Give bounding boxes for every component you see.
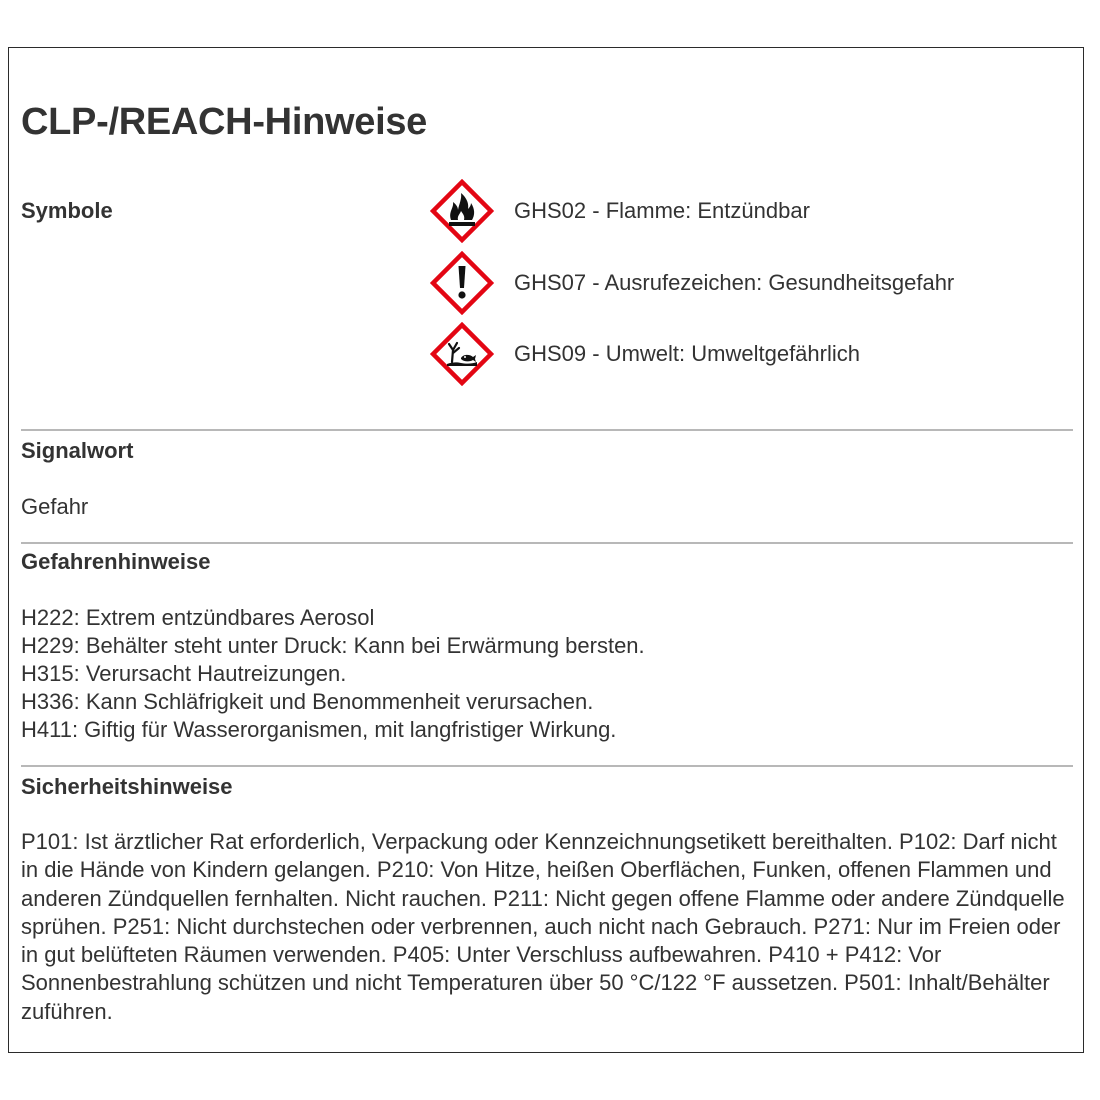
signal-word-label: Signalwort [21,438,134,463]
precautionary-statements-label: Sicherheitshinweise [21,774,233,799]
flame-icon [430,179,494,243]
signal-word-value: Gefahr [21,494,89,519]
symbol-row-ghs07 [430,250,954,316]
divider [21,429,1073,431]
hazard-statement: H411: Giftig für Wasserorganismen, mit langfristiger Wirkung. [21,717,617,742]
page-title: CLP-/REACH-Hinweise [21,101,428,143]
environment-icon [430,322,494,386]
hazard-statement: H222: Extrem entzündbares Aerosol [21,605,375,630]
hazard-statement: H315: Verursacht Hautreizungen. [21,661,347,686]
hazard-statement: H336: Kann Schläfrigkeit und Benommenheit verursachen. [21,689,594,714]
symbol-text-ghs07: GHS07 - Ausrufezeichen: Gesundheitsgefahr [514,270,955,295]
exclamation-icon [430,251,494,315]
hazard-statements-label: Gefahrenhinweise [21,549,211,574]
divider [21,542,1073,544]
divider [21,765,1073,767]
symbol-text-ghs09: GHS09 - Umwelt: Umweltgefährlich [514,341,860,366]
symbol-text-ghs02: GHS02 - Flamme: Entzündbar [514,198,810,223]
hazard-statement: H229: Behälter steht unter Druck: Kann bei Erwärmung bersten. [21,633,645,658]
precautionary-statements-text: P101: Ist ärztlicher Rat erforderlich, Verpackung oder Kennzeichnungsetikett bereithalten. P102: Darf nicht in die Hände von Kindern gelangen. P210: Von Hitze, heißen Oberflächen, Funken, offenen Flammen und anderen Zündquellen fernhalten. Nicht rauchen. P211: Nicht gegen offene Flamme oder andere Zündquelle sprühen. P251: Nicht durchstechen oder verbrennen, auch nicht nach Gebrauch. P271: Nur im Freien oder in gut belüfteten Räumen verwenden. P405: Unter Verschluss aufbewahren. P410 + P412: Vor Sonnenbestrahlung schützen und nicht Temperaturen über 50 °C/122 °F aussetzen. P501: Inhalt/Behälter zuführen. [21,829,1065,1024]
symbol-row-ghs09 [430,321,860,387]
symbol-row-ghs02 [430,178,810,244]
symbols-label: Symbole [21,198,113,223]
hazard-statements-list [21,604,645,744]
